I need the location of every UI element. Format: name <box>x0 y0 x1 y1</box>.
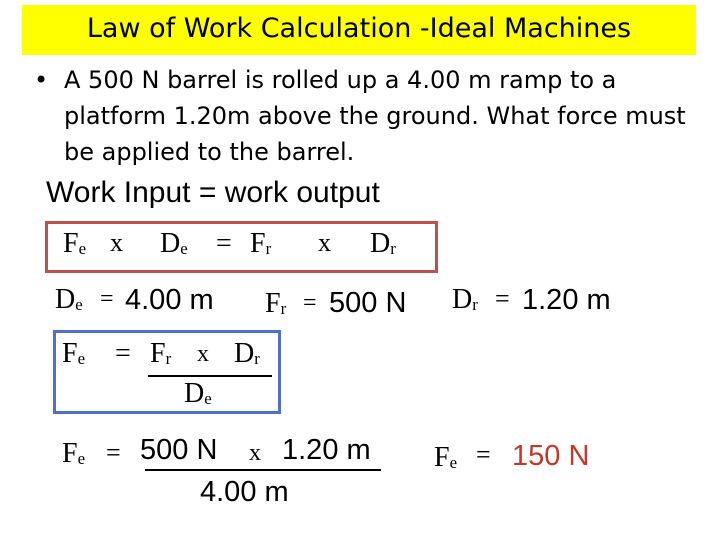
formula-de: $D_e$ <box>184 378 212 409</box>
formula-fraction-bar <box>148 375 272 377</box>
result-equals: = <box>476 440 491 469</box>
eq1-times-1: x <box>110 228 123 257</box>
eq1-equals: = <box>216 228 232 259</box>
sub-times: x <box>249 440 261 466</box>
sub-equals: = <box>106 438 121 467</box>
formula-dr: $D_r$ <box>234 338 260 369</box>
problem-text: A 500 N barrel is rolled up a 4.00 m ramp to a platform 1.20m above the ground. What force must be applied to the barrel. <box>64 66 686 166</box>
sub-numerator-1: 500 N <box>140 434 218 466</box>
sub-numerator-2: 1.20 m <box>282 434 371 466</box>
result-fe: $F_e$ <box>434 442 458 473</box>
given-dr-value: 1.20 m <box>522 284 611 316</box>
eq1-dr: $D_r$ <box>370 228 396 259</box>
formula-fr: $F_r$ <box>150 338 172 369</box>
sub-fraction-bar <box>145 469 381 471</box>
eq1-de: $D_e$ <box>160 228 188 259</box>
result-value: 150 N <box>512 440 590 472</box>
given-dr-label: $D_r$ <box>452 284 478 315</box>
given-fr-value: 500 N <box>329 287 407 319</box>
work-heading: Work Input = work output <box>46 176 380 209</box>
eq1-fr: $F_r$ <box>250 228 272 259</box>
slide-title: Law of Work Calculation -Ideal Machines <box>86 13 632 44</box>
formula-fe: $F_e$ <box>62 338 86 369</box>
given-fr-equals: = <box>303 290 317 316</box>
eq1-fe-text: $F_e$ <box>63 228 87 259</box>
eq1-times-2: x <box>318 228 331 257</box>
formula-times: x <box>197 341 209 367</box>
given-fr-label: $F_r$ <box>265 288 287 319</box>
sub-fe: $F_e$ <box>62 438 86 469</box>
given-de-value: 4.00 m <box>125 284 214 316</box>
bullet-symbol: • <box>34 66 49 94</box>
sub-denominator: 4.00 m <box>200 476 289 508</box>
given-de-label: $D_e$ <box>55 284 83 315</box>
given-dr-equals: = <box>495 284 510 313</box>
title-bar <box>22 5 696 55</box>
given-de-equals: = <box>100 286 114 312</box>
formula-equals: = <box>115 338 131 369</box>
eq1-fe <box>63 228 86 260</box>
